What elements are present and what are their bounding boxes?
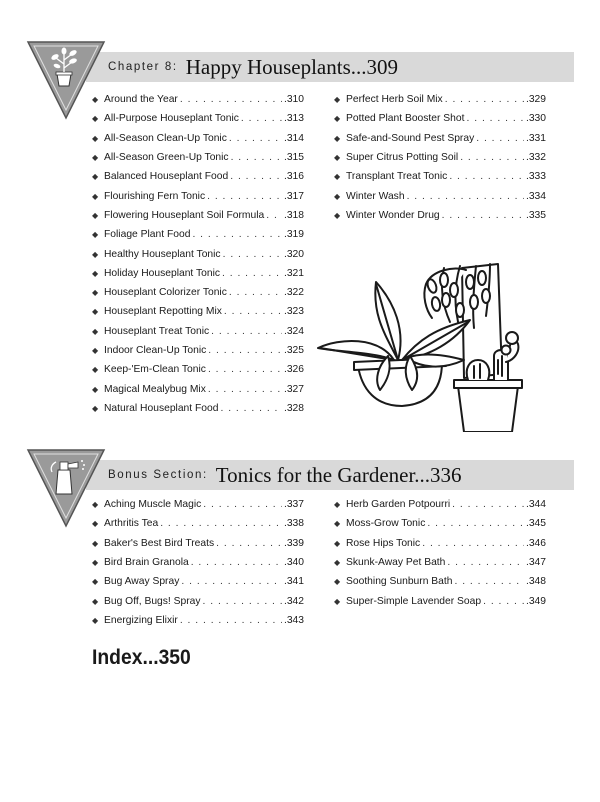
diamond-bullet-icon: ◆ — [334, 558, 341, 568]
toc-entry[interactable]: ◆ Houseplant Treat Tonic . . . .324 — [92, 322, 304, 341]
toc-entry[interactable]: ◆ Transplant Treat Tonic . . . .333 — [334, 167, 546, 186]
toc-entry[interactable]: ◆ Super-Simple Lavender Soap . . . .349 — [334, 591, 546, 610]
toc-entry[interactable]: ◆ Around the Year . . . .310 — [92, 90, 304, 109]
toc-entry[interactable]: ◆ All-Season Green-Up Tonic . . . .315 — [92, 148, 304, 167]
toc-entry[interactable]: ◆ Potted Plant Booster Shot . . . .330 — [334, 109, 546, 128]
bonus-right-column — [334, 495, 546, 611]
diamond-bullet-icon: ◆ — [334, 596, 341, 606]
toc-entry[interactable]: ◆ Soothing Sunburn Bath . . . .348 — [334, 572, 546, 591]
chapter-8-title-row — [108, 52, 398, 82]
toc-entry[interactable]: ◆ Holiday Houseplant Tonic . . . .321 — [92, 264, 304, 283]
toc-entry[interactable]: ◆ Keep-'Em-Clean Tonic . . . .326 — [92, 360, 304, 379]
bonus-title-row — [108, 460, 462, 490]
diamond-bullet-icon: ◆ — [92, 288, 99, 298]
houseplants-illustration — [314, 256, 536, 432]
toc-entry[interactable]: ◆ Balanced Houseplant Food . . . .316 — [92, 167, 304, 186]
toc-entry[interactable]: ◆ Safe-and-Sound Pest Spray . . . .331 — [334, 129, 546, 148]
bonus-section — [0, 448, 600, 638]
diamond-bullet-icon: ◆ — [92, 191, 99, 201]
toc-entry[interactable]: ◆ Magical Mealybug Mix . . . .327 — [92, 379, 304, 398]
toc-entry[interactable]: ◆ Bug Off, Bugs! Spray . . . .342 — [92, 591, 304, 610]
chapter-8-right-column — [334, 90, 546, 225]
diamond-bullet-icon: ◆ — [92, 538, 99, 548]
diamond-bullet-icon: ◆ — [92, 558, 99, 568]
toc-entry[interactable]: ◆ Bug Away Spray . . . .341 — [92, 572, 304, 591]
chapter-title: Happy Houseplants...309 — [185, 54, 399, 79]
toc-entry[interactable]: ◆ Bird Brain Granola . . . .340 — [92, 553, 304, 572]
toc-entry[interactable]: ◆ Foliage Plant Food . . . .319 — [92, 225, 304, 244]
diamond-bullet-icon: ◆ — [92, 403, 99, 413]
toc-entry[interactable]: ◆ Perfect Herb Soil Mix . . . .329 — [334, 90, 546, 109]
diamond-bullet-icon: ◆ — [92, 133, 99, 143]
diamond-bullet-icon: ◆ — [334, 114, 341, 124]
toc-entry[interactable]: ◆ Winter Wonder Drug . . . .335 — [334, 206, 546, 225]
toc-entry[interactable]: ◆ Baker's Best Bird Treats . . . .339 — [92, 534, 304, 553]
bonus-label: Bonus Section: — [108, 469, 208, 481]
diamond-bullet-icon: ◆ — [334, 577, 341, 587]
diamond-bullet-icon: ◆ — [92, 500, 99, 510]
diamond-bullet-icon: ◆ — [92, 153, 99, 163]
diamond-bullet-icon: ◆ — [92, 596, 99, 606]
toc-entry[interactable]: ◆ Energizing Elixir . . . .343 — [92, 611, 304, 630]
diamond-bullet-icon: ◆ — [92, 114, 99, 124]
toc-entry[interactable]: ◆ Super Citrus Potting Soil . . . .332 — [334, 148, 546, 167]
diamond-bullet-icon: ◆ — [92, 365, 99, 375]
diamond-bullet-icon: ◆ — [334, 172, 341, 182]
toc-entry[interactable]: ◆ Aching Muscle Magic . . . .337 — [92, 495, 304, 514]
toc-entry[interactable]: ◆ Winter Wash . . . .334 — [334, 186, 546, 205]
diamond-bullet-icon: ◆ — [92, 384, 99, 394]
toc-entry[interactable]: ◆ Moss-Grow Tonic . . . .345 — [334, 514, 546, 533]
diamond-bullet-icon: ◆ — [92, 172, 99, 182]
diamond-bullet-icon: ◆ — [92, 230, 99, 240]
toc-entry[interactable]: ◆ Flourishing Fern Tonic . . . .317 — [92, 186, 304, 205]
toc-entry[interactable]: ◆ All-Purpose Houseplant Tonic . . . .313 — [92, 109, 304, 128]
toc-entry[interactable]: ◆ Arthritis Tea . . . .338 — [92, 514, 304, 533]
chapter-label: Chapter 8: — [108, 61, 178, 73]
toc-entry[interactable]: ◆ Flowering Houseplant Soil Formula . . . .318 — [92, 206, 304, 225]
toc-entry[interactable]: ◆ Houseplant Colorizer Tonic . . . .322 — [92, 283, 304, 302]
diamond-bullet-icon: ◆ — [334, 500, 341, 510]
diamond-bullet-icon: ◆ — [92, 249, 99, 259]
diamond-bullet-icon: ◆ — [92, 577, 99, 587]
toc-entry[interactable]: ◆ Skunk-Away Pet Bath . . . .347 — [334, 553, 546, 572]
toc-entry[interactable]: ◆ Healthy Houseplant Tonic . . . .320 — [92, 244, 304, 263]
toc-entry[interactable]: ◆ Herb Garden Potpourri . . . .344 — [334, 495, 546, 514]
diamond-bullet-icon: ◆ — [334, 133, 341, 143]
diamond-bullet-icon: ◆ — [92, 346, 99, 355]
diamond-bullet-icon: ◆ — [334, 210, 341, 220]
toc-entry[interactable]: ◆ Indoor Clean-Up Tonic . . . .325 — [92, 341, 304, 360]
chapter-8-left-column — [92, 90, 304, 418]
diamond-bullet-icon: ◆ — [92, 615, 99, 625]
diamond-bullet-icon: ◆ — [92, 326, 99, 336]
diamond-bullet-icon: ◆ — [334, 538, 341, 548]
diamond-bullet-icon: ◆ — [334, 519, 341, 529]
toc-entry[interactable]: ◆ Natural Houseplant Food . . . .328 — [92, 399, 304, 418]
diamond-bullet-icon: ◆ — [92, 210, 99, 220]
diamond-bullet-icon: ◆ — [334, 95, 341, 105]
index-heading[interactable]: Index...350 — [92, 646, 191, 669]
diamond-bullet-icon: ◆ — [334, 153, 341, 163]
toc-entry[interactable]: ◆ Rose Hips Tonic . . . .346 — [334, 534, 546, 553]
diamond-bullet-icon: ◆ — [92, 268, 99, 278]
diamond-bullet-icon: ◆ — [334, 191, 341, 201]
bonus-left-column — [92, 495, 304, 630]
toc-entry[interactable]: ◆ Houseplant Repotting Mix . . . .323 — [92, 302, 304, 321]
diamond-bullet-icon: ◆ — [92, 519, 99, 529]
diamond-bullet-icon: ◆ — [92, 95, 99, 105]
diamond-bullet-icon: ◆ — [92, 307, 99, 317]
bonus-title: Tonics for the Gardener...336 — [215, 462, 462, 487]
toc-entry[interactable]: ◆ All-Season Clean-Up Tonic . . . .314 — [92, 129, 304, 148]
